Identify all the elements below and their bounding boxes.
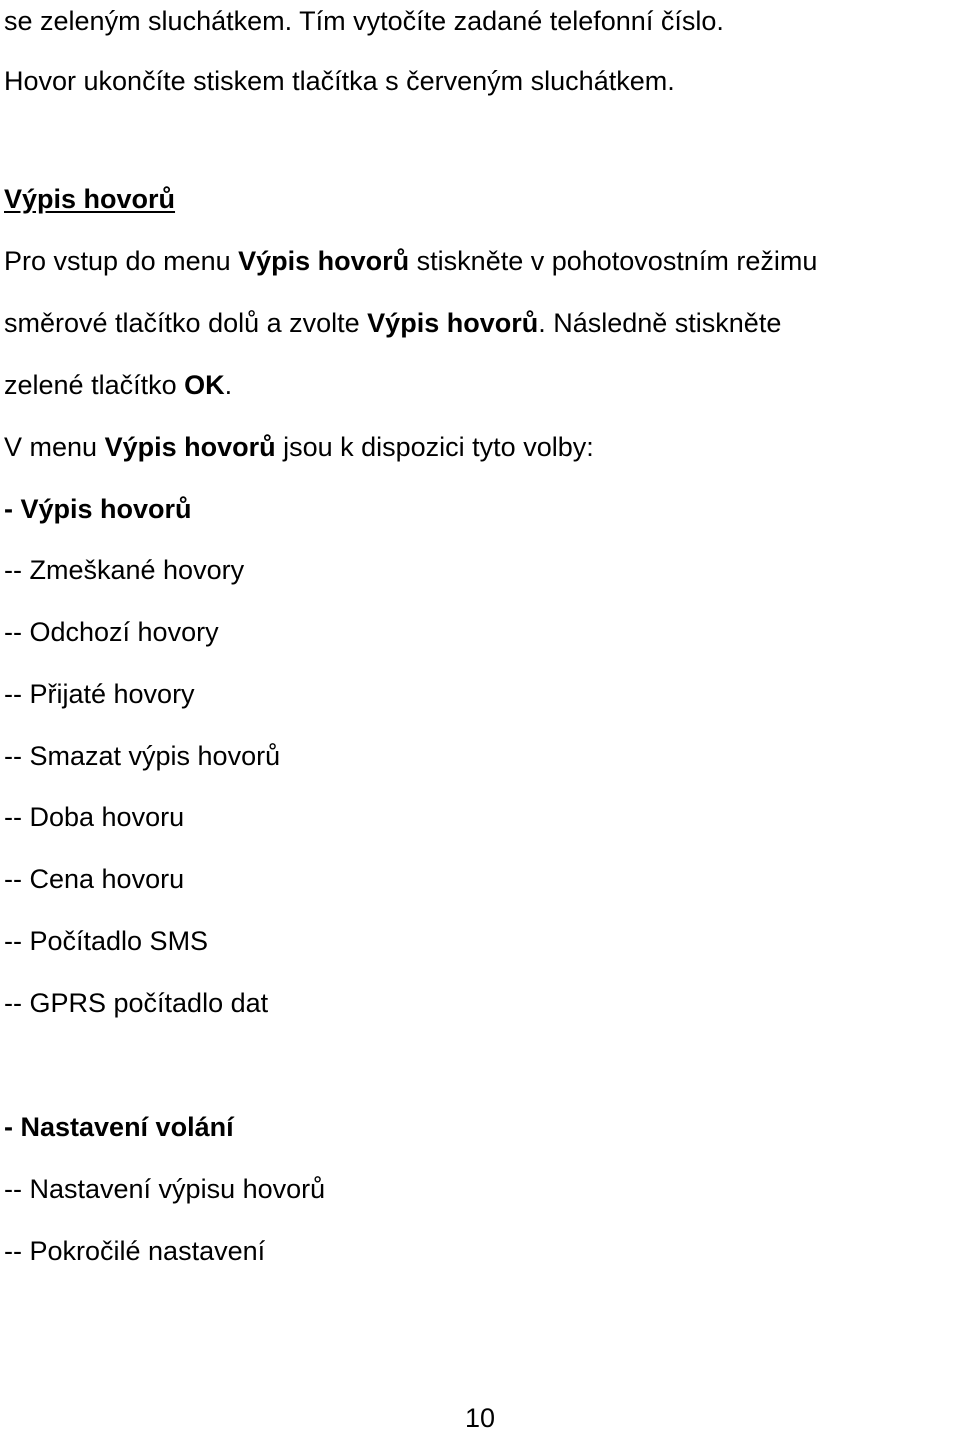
paragraph2-text: V menu <box>4 432 105 462</box>
intro-line-1: se zeleným sluchátkem. Tím vytočíte zadané telefonní číslo. <box>4 6 724 36</box>
page-number: 10 <box>464 1403 496 1433</box>
menu-item: -- Počítadlo SMS <box>4 926 209 956</box>
paragraph1-text: . Následně stiskněte <box>538 308 782 338</box>
paragraph1-text: Pro vstup do menu <box>4 246 239 276</box>
menu-item: -- Přijaté hovory <box>4 679 195 709</box>
paragraph1-emphasis: Výpis hovorů <box>238 246 410 276</box>
section-heading: Výpis hovorů <box>4 184 176 214</box>
menu-item: -- Odchozí hovory <box>4 617 219 647</box>
menu-call-settings-title: - Nastavení volání <box>4 1112 234 1142</box>
paragraph1-text: zelené tlačítko <box>4 370 185 400</box>
paragraph1-emphasis: OK <box>184 370 225 400</box>
menu-item: -- Doba hovoru <box>4 802 185 832</box>
paragraph1-text: stiskněte v pohotovostním režimu <box>409 246 818 276</box>
paragraph2-line <box>4 430 594 464</box>
menu-item: -- Nastavení výpisu hovorů <box>4 1174 326 1204</box>
paragraph1-text: . <box>224 370 233 400</box>
menu-item: -- GPRS počítadlo dat <box>4 988 269 1018</box>
menu-call-log-title: - Výpis hovorů <box>4 494 192 524</box>
paragraph2-text: jsou k dispozici tyto volby: <box>275 432 594 462</box>
menu-item: -- Pokročilé nastavení <box>4 1236 266 1266</box>
paragraph1-text: směrové tlačítko dolů a zvolte <box>4 308 368 338</box>
intro-line-2: Hovor ukončíte stiskem tlačítka s červeným sluchátkem. <box>4 66 675 96</box>
menu-item: -- Zmeškané hovory <box>4 555 245 585</box>
document-page <box>4 0 956 1432</box>
paragraph2-emphasis: Výpis hovorů <box>104 432 276 462</box>
menu-item: -- Smazat výpis hovorů <box>4 741 281 771</box>
paragraph1-emphasis: Výpis hovorů <box>367 308 539 338</box>
paragraph1-line-2 <box>4 306 781 340</box>
paragraph1-line-1 <box>4 244 817 278</box>
menu-item: -- Cena hovoru <box>4 864 185 894</box>
paragraph1-line-3 <box>4 368 232 402</box>
